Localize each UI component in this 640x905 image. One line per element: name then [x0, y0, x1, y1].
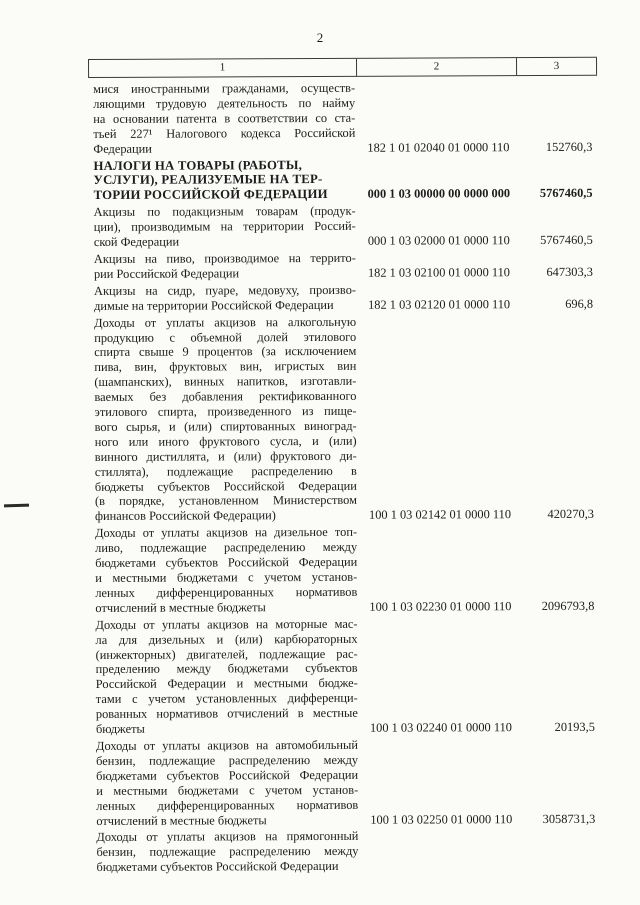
row-text-line: ляющими трудовую деятельность по найму	[93, 95, 356, 111]
margin-mark	[4, 504, 29, 508]
row-text-line: финансов Российской Федерации)	[94, 508, 276, 524]
table-row	[91, 737, 600, 829]
row-amount: 3058731,3	[542, 811, 596, 826]
row-text-line: Акцизы на сидр, пуаре, медовуху, произво-	[93, 282, 357, 298]
row-text-line: этилового спирта, произведенного из пище-	[94, 403, 357, 420]
row-text-line: ленных дифференцированных нормативов	[95, 584, 358, 600]
row-text-line: спирта свыше 9 процентов (за исключением	[94, 344, 357, 360]
row-code: 182 1 01 02040 01 0000 110	[367, 139, 510, 155]
row-text-line: Акцизы на пиво, производимое на террито-	[93, 250, 356, 266]
row-text-line: ции), производимым на территории Россий-	[93, 218, 356, 235]
row-amount: 647303,3	[546, 264, 593, 279]
row-description	[90, 617, 360, 737]
row-text-line: тьей 227¹ Налогового кодекса Российской	[93, 125, 356, 141]
table-row	[88, 156, 597, 203]
row-description	[89, 251, 358, 282]
row-text-line: ской Федерации	[93, 234, 180, 250]
row-text-line: винного дистиллята, и (или) фруктового ди-	[94, 448, 357, 464]
table-row	[90, 615, 600, 736]
row-text-line: ного или иного фруктового сусла, и (или)	[94, 433, 357, 449]
row-text-line: (инжекторных) двигателей, подлежащие рас-	[95, 646, 358, 662]
table-row	[89, 313, 599, 524]
row-text-line: бюджеты субъектов Российской Федерации	[94, 478, 357, 494]
row-text-line: ла для дизельных и (или) карбюраторных	[95, 631, 358, 647]
row-text-line: вого сырья, и (или) спиртованных виноград-	[94, 418, 357, 434]
row-amount: 20193,5	[554, 719, 595, 735]
row-text-line: Федерации	[93, 141, 152, 156]
row-text-line: рованных нормативов отчислений в местные	[95, 705, 358, 722]
row-text-line: Доходы от уплаты акцизов на дизельное топ-	[95, 525, 358, 541]
table-row	[89, 203, 598, 250]
table-row	[91, 828, 600, 875]
row-text-line: УСЛУГИ), РЕАЛИЗУЕМЫЕ НА ТЕР-	[93, 172, 323, 188]
row-text-line: мися иностранными гражданами, осуществ-	[93, 80, 356, 96]
row-text-line: Доходы от уплаты акцизов на моторные мас-	[95, 616, 358, 632]
table-row	[90, 524, 599, 616]
row-code	[361, 873, 521, 874]
row-text-line: Российской Федерации и местными бюдже-	[95, 676, 358, 692]
row-text-line: бюджетами субъектов Российской Федерации	[95, 554, 358, 571]
row-text-line: Доходы от уплаты акцизов на алкогольную	[94, 314, 357, 330]
row-text-line: ливо, подлежащие распределению между	[95, 540, 358, 556]
row-description	[91, 829, 360, 875]
row-code: 100 1 03 02230 01 0000 110	[369, 598, 512, 614]
row-description	[91, 738, 360, 829]
row-text-line: бюджеты	[95, 721, 145, 737]
row-code: 100 1 03 02250 01 0000 110	[370, 811, 513, 827]
column-header-1: 1	[88, 59, 357, 77]
row-text-line: (в порядке, установленном Министерством	[94, 493, 357, 509]
row-description	[89, 283, 358, 314]
row-amount: 152760,3	[545, 139, 593, 154]
column-header-2: 2	[357, 58, 517, 76]
table-row	[89, 282, 598, 314]
row-description	[89, 314, 359, 524]
row-text-line: отчислений в местные бюджеты	[96, 812, 267, 828]
row-text-line: отчислений в местные бюджеты	[95, 600, 266, 615]
row-text-line: пределению между бюджетами субъектов	[95, 661, 358, 677]
row-text-line: стиллята), подлежащие распределению в	[94, 463, 357, 479]
row-text-line: Доходы от уплаты акцизов на прямогонный	[96, 829, 359, 845]
row-code: 000 1 03 00000 00 0000 000	[367, 186, 511, 202]
row-text-line: Доходы от уплаты акцизов на автомобильный	[95, 737, 359, 753]
row-text-line: ваемых без добавления ректификованного	[94, 388, 357, 405]
table-body	[88, 76, 600, 875]
row-amount: 5767460,5	[540, 232, 593, 248]
row-description	[88, 157, 357, 203]
row-text-line: ТОРИИ РОССИЙСКОЙ ФЕДЕРАЦИИ	[93, 187, 328, 203]
budget-revenue-table	[88, 57, 601, 875]
row-text-line: Акцизы по подакцизным товарам (продук-	[93, 204, 356, 220]
row-text-line: бензин, подлежащие распределению между	[96, 752, 359, 768]
column-header-3: 3	[517, 58, 597, 75]
row-text-line: (шампанских), винных напитков, изготавли-	[94, 374, 357, 390]
row-text-line: и местными бюджетами с учетом установ-	[95, 569, 358, 585]
row-code: 000 1 03 02000 01 0000 110	[367, 233, 510, 248]
row-text-line: бюджетами субъектов Российской Федерации	[96, 767, 359, 783]
row-code: 100 1 03 02240 01 0000 110	[369, 720, 512, 735]
row-text-line: продукцию с объемной долей этилового	[94, 329, 357, 345]
row-description	[89, 204, 358, 250]
page-number: 2	[316, 30, 324, 45]
row-text-line: бензин, подлежащие распределению между	[96, 844, 359, 860]
row-text-line: на основании патента в соответствии со ста-	[93, 110, 356, 126]
row-text-line: пива, вин, фруктовых вин, игристых вин	[94, 359, 357, 375]
row-text-line: ленных дифференцированных нормативов	[96, 797, 359, 813]
row-text-line: тами с учетом установленных дифференци-	[95, 691, 358, 707]
table-row	[89, 250, 598, 282]
row-text-line: бюджетами субъектов Российской Федерации	[96, 859, 339, 875]
table-row	[88, 80, 597, 157]
row-code: 182 1 03 02120 01 0000 110	[368, 296, 511, 312]
row-text-line: димые на территории Российской Федерации	[94, 297, 334, 313]
row-amount: 5767460,5	[539, 186, 593, 201]
row-amount: 420270,3	[547, 507, 595, 522]
row-code: 182 1 03 02100 01 0000 110	[367, 265, 511, 280]
row-amount: 696,8	[565, 296, 594, 311]
row-amount: 2096793,8	[541, 598, 595, 613]
row-text-line: рии Российской Федерации	[93, 266, 240, 281]
row-text-line: НАЛОГИ НА ТОВАРЫ (РАБОТЫ,	[93, 157, 303, 173]
row-description	[88, 81, 357, 157]
table-header-row	[88, 57, 597, 78]
row-description	[90, 525, 359, 616]
row-code: 100 1 03 02142 01 0000 110	[368, 507, 512, 523]
row-text-line: и местными бюджетами с учетом установ-	[96, 782, 359, 798]
